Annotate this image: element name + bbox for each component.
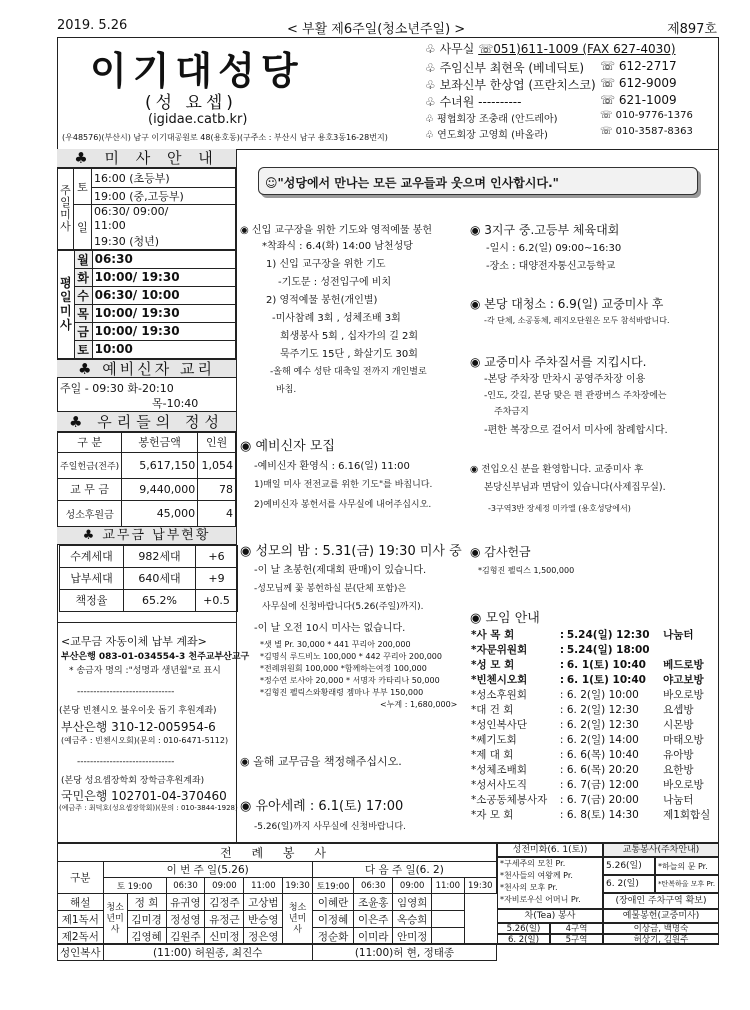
cell: 정 희 xyxy=(127,894,166,911)
weekday-mass-table xyxy=(57,250,236,359)
contact-pastor-phone: ☏ 612-2717 xyxy=(600,59,677,73)
list-item: *전례위원회 100,000 *함께하는여정 100,000 xyxy=(260,664,427,673)
dues-cell: 65.2% xyxy=(124,589,196,611)
catechism-title: ♣ 예비신자 교리 xyxy=(57,359,236,378)
offering-title: ♣ 우리들의 정성 xyxy=(57,412,236,432)
notice-line: -이 날 오전 10시 미사는 없습니다. xyxy=(254,623,406,634)
time-cell: 09:00 xyxy=(393,878,432,894)
meeting-cell: 마태오방 xyxy=(663,734,704,746)
meeting-cell: *소공동체봉사자 xyxy=(471,794,548,806)
tea-date: 6. 2(일) xyxy=(497,934,550,945)
issue-week: < 부활 제6주일(청소년주일) > xyxy=(287,22,466,37)
weekday-mass-label: 평일미사 xyxy=(58,250,75,358)
meeting-cell: 6. 2(일) 12:30 xyxy=(566,719,639,731)
meetings-table xyxy=(470,627,718,822)
table-row xyxy=(58,478,236,500)
weekday-wed: 수 xyxy=(74,286,92,304)
liturgy-next-week: 다 음 주 일(6. 2) xyxy=(312,862,496,878)
weekday-tue-time: 10:00/ 19:30 xyxy=(92,268,235,286)
dues-cell: +6 xyxy=(196,545,238,567)
bank-line: 국민은행 102701-04-370460 xyxy=(61,788,227,803)
catechism-line-1: 주일 - 09:30 화-20:10 xyxy=(60,381,174,395)
meeting-row xyxy=(470,687,718,702)
youth-mass-this: 청소년미사 xyxy=(103,894,127,945)
cell: 정순화 xyxy=(312,928,353,945)
weekday-wed-time: 06:30/ 10:00 xyxy=(92,286,235,304)
notice-line: -각 단체, 소공동체, 레지오단원은 모두 참석바랍니다. xyxy=(484,316,670,325)
meeting-cell: *성체조배회 xyxy=(471,764,527,776)
traffic-note: (장애인 주차구역 확보) xyxy=(603,893,719,909)
meeting-cell: *사 목 회 xyxy=(471,629,515,641)
notice-title: ◉ 교중미사 주차질서를 지킵시다. xyxy=(470,355,647,369)
meeting-cell: 요한방 xyxy=(663,764,694,776)
meeting-row xyxy=(470,747,718,762)
notice-title: ◉ 예비신자 모집 xyxy=(240,439,335,454)
dues-cell: 640세대 xyxy=(124,567,196,589)
meeting-cell: 5.24(일) 12:30 xyxy=(566,629,650,641)
meeting-row xyxy=(470,702,718,717)
meeting-cell: *자문위원회 xyxy=(471,644,528,656)
notice-title: ◉ 전입오신 분을 환영합니다. 교중미사 후 xyxy=(470,464,644,475)
table-row xyxy=(58,894,497,911)
table-row xyxy=(58,500,236,526)
offering-cell: 45,000 xyxy=(122,500,198,526)
meeting-cell: 6. 7(금) 20:00 xyxy=(566,794,639,806)
contact-memorial: ♧ 연도회장 고영희 (바올라) xyxy=(425,130,548,141)
offering-cell: 성소후원금 xyxy=(58,500,122,526)
cell: 반승영 xyxy=(244,911,283,928)
cell: 김미경 xyxy=(127,911,166,928)
weekday-sat-time: 10:00 xyxy=(92,340,235,358)
meeting-row xyxy=(470,777,718,792)
flowers-title: 성전미화(6. 1(토)) xyxy=(497,843,603,857)
greeting-banner-text: ☺"성당에서 만나는 모든 교우들과 웃으며 인사합시다." xyxy=(265,176,559,190)
meeting-row xyxy=(470,792,718,807)
notice-line: -5.26(일)까지 사무실에 신청바랍니다. xyxy=(254,822,406,832)
meeting-cell: : xyxy=(559,808,564,821)
cell: 이정혜 xyxy=(312,911,353,928)
issue-header xyxy=(57,18,719,37)
notices-right xyxy=(470,215,718,835)
cell: 김정주 xyxy=(205,894,244,911)
meeting-row xyxy=(470,627,718,642)
meeting-row xyxy=(470,717,718,732)
time-cell: 11:00 xyxy=(244,878,283,894)
notice-line: 바침. xyxy=(276,385,297,395)
meeting-cell: : xyxy=(559,718,564,731)
meeting-row xyxy=(470,732,718,747)
offering-header-gubun: 구 분 xyxy=(58,432,122,452)
meetings-title: ◉ 모임 안내 xyxy=(470,611,540,626)
flowers-list xyxy=(497,857,603,909)
meeting-cell: : xyxy=(559,733,564,746)
meeting-cell xyxy=(662,642,718,657)
dues-cell: 수계세대 xyxy=(60,545,124,567)
offering-cell: 5,617,150 xyxy=(122,452,198,478)
offering-header-amount: 봉헌금액 xyxy=(122,432,198,452)
dues-cell: +0.5 xyxy=(196,589,238,611)
catechism-line-2: 목-10:40 xyxy=(152,396,199,410)
meeting-cell: 베드로방 xyxy=(663,659,704,671)
cell: 이혜란 xyxy=(312,894,353,911)
altar-servers-next: (11:00)허 현, 정태종 xyxy=(312,945,496,961)
notice-line: -올해 예수 성탄 대축일 전까지 개인별로 xyxy=(270,367,427,377)
bank-line: (본당 성요셉장학회 장학금후원계좌) xyxy=(61,775,205,786)
offering-cell: 9,440,000 xyxy=(122,478,198,500)
meeting-cell: : xyxy=(559,703,564,716)
contact-pastor: ♧ 주임신부 최현욱 (베네딕토) xyxy=(425,61,585,75)
notice-title: ◉ 성모의 밤 : 5.31(금) 19:30 미사 중 xyxy=(240,544,462,559)
tea-date: 5.26(일) xyxy=(497,923,550,934)
weekday-mon: 월 xyxy=(74,250,92,268)
meeting-cell: *성 모 회 xyxy=(471,659,515,671)
list-item: *샛 별 Pr. 30,000 * 441 꾸리아 200,000 xyxy=(260,640,411,649)
meeting-cell: *빈첸시오회 xyxy=(471,674,528,686)
meeting-cell: 6. 1(토) 10:40 xyxy=(566,659,646,671)
meeting-cell: : xyxy=(559,748,564,761)
bank-line: ------------------------------ xyxy=(77,756,175,767)
meeting-cell: 나눔터 xyxy=(663,794,694,806)
meeting-cell: : xyxy=(559,658,565,671)
notices-left xyxy=(240,215,468,835)
list-item: *구세주의 모친 Pr. xyxy=(500,859,566,868)
meeting-cell: 제1회합실 xyxy=(663,809,711,821)
meeting-cell: : xyxy=(559,763,564,776)
youth-mass-next: 청소년미사 xyxy=(283,894,313,945)
time-cell: 06:30 xyxy=(354,878,393,894)
cell: 정은영 xyxy=(244,928,283,945)
sun-time-3: 19:30 (청년) xyxy=(92,233,236,250)
meeting-cell: 6. 8(토) 14:30 xyxy=(566,809,639,821)
bank-line: ------------------------------ xyxy=(77,686,175,697)
notice-line: -일시 : 6.2(일) 09:00~16:30 xyxy=(486,243,622,254)
notice-line: -인도, 갓길, 본당 맞은 편 관광버스 주차장에는 xyxy=(484,391,667,401)
meeting-cell: 5.24(일) 18:00 xyxy=(566,644,650,656)
contact-associate-phone: ☏ 612-9009 xyxy=(600,76,677,90)
time-cell: 토 19:00 xyxy=(103,878,166,894)
notice-line: 희생봉사 5회 , 십자가의 길 2회 xyxy=(280,331,419,342)
notice-line: -미사참례 3회 , 성체조배 3회 xyxy=(272,313,401,324)
meeting-cell: 6. 2(일) 12:30 xyxy=(566,704,639,716)
traffic-team: *하늘의 문 Pr. xyxy=(655,857,719,875)
row-label: 성인복사 xyxy=(58,945,104,961)
table-row xyxy=(60,545,238,567)
notice-line: 1)매일 미사 전전교를 위한 기도"를 바칩니다. xyxy=(254,480,433,490)
meeting-cell: 시몬방 xyxy=(663,719,694,731)
parish-patron: (성 요셉) xyxy=(145,93,237,113)
notice-line: 주차금지 xyxy=(494,407,529,417)
sat-time-2: 19:00 (중,고등부) xyxy=(92,188,236,205)
row-label: 해설 xyxy=(58,894,104,911)
meeting-cell: : xyxy=(559,778,564,791)
notice-line: *김형진 펠릭스 1,500,000 xyxy=(478,566,575,575)
contact-memorial-phone: ☏ 010-3587-8363 xyxy=(600,126,693,137)
bank-line: (예금주 : 최덕호(성요셉장학회))(문의 : 010-3844-1928) xyxy=(59,803,238,812)
meeting-cell: 바오로방 xyxy=(663,689,704,701)
tea-team: 5구역 xyxy=(550,934,603,945)
bank-line: * 송금자 명의 :"성명과 생년월"로 표시 xyxy=(69,665,221,676)
list-item: *자비로우신 어머니 Pr. xyxy=(500,895,581,904)
meeting-cell: 6. 2(일) 14:00 xyxy=(566,734,639,746)
dues-cell: +9 xyxy=(196,567,238,589)
notice-line: 1) 신입 교구장을 위한 기도 xyxy=(266,259,386,270)
sat-time-1: 16:00 (초등부) xyxy=(92,169,236,188)
table-row xyxy=(60,589,238,611)
traffic-title: 교통봉사(주차안내) xyxy=(603,843,719,857)
cell: 안미정 xyxy=(393,928,432,945)
meeting-cell: : xyxy=(559,688,564,701)
time-cell: 19:30 xyxy=(283,878,313,894)
weekday-fri: 금 xyxy=(74,322,92,340)
cell: 이미라 xyxy=(354,928,393,945)
traffic-team: *탄복하올 모후 Pr. xyxy=(655,875,719,893)
dues-cell: 책정율 xyxy=(60,589,124,611)
bank-line: (예금주 : 빈첸시오회)(문의 : 010-6471-5112) xyxy=(61,735,229,745)
offering-cell: 교 무 금 xyxy=(58,478,122,500)
flower-offering-list xyxy=(260,639,457,711)
traffic-date: 6. 2(일) xyxy=(603,875,655,893)
liturgy-table xyxy=(57,843,497,961)
tea-team: 4구역 xyxy=(550,923,603,934)
weekday-mon-time: 06:30 xyxy=(92,250,235,268)
contacts xyxy=(425,40,717,145)
traffic-date: 5.26(일) xyxy=(603,857,655,875)
offertory-names: 이상금, 백명숙 xyxy=(603,923,719,934)
notice-title: ◉ 신입 교구장을 위한 기도와 영적예물 봉헌 xyxy=(240,225,433,236)
mass-title: ♣ 미 사 안 내 xyxy=(57,149,236,168)
notice-title: ◉ 3지구 중.고등부 체육대회 xyxy=(470,223,620,237)
notice-line: 2) 영적예물 봉헌(개인별) xyxy=(266,295,378,306)
notice-title: ◉ 본당 대청소 : 6.9(일) 교중미사 후 xyxy=(470,297,664,311)
notice-line: -이 날 초봉헌(제대회 판매)이 있습니다. xyxy=(254,565,427,576)
weekday-tue: 화 xyxy=(74,268,92,286)
bank-line: 부산은행 083-01-034554-3 천주교부산교구 xyxy=(61,651,250,662)
meeting-cell: 나눔터 xyxy=(663,629,694,641)
weekday-fri-time: 10:00/ 19:30 xyxy=(92,322,235,340)
meeting-cell: 6. 2(일) 10:00 xyxy=(566,689,639,701)
meeting-cell: 바오로방 xyxy=(663,779,704,791)
meeting-row xyxy=(470,762,718,777)
dues-table xyxy=(59,545,238,612)
list-item: *천사들의 여왕께 Pr. xyxy=(500,871,573,880)
meeting-cell: *제 대 회 xyxy=(471,749,514,761)
issue-number: 제897호 xyxy=(667,22,717,37)
list-item: *김형진 펠릭스와황래령 젬마나 부부 150,000 xyxy=(260,688,424,697)
liturgy-col-gubun: 구분 xyxy=(58,862,104,894)
notice-line: 2)예비신자 봉헌서를 사무실에 내어주십시오. xyxy=(254,500,432,510)
left-column xyxy=(57,149,250,842)
time-cell: 19:30 xyxy=(464,878,496,894)
offering-cell: 78 xyxy=(198,478,236,500)
issue-date: 2019. 5.26 xyxy=(57,18,128,33)
row-label: 제2독서 xyxy=(58,928,104,945)
offering-table xyxy=(57,432,236,527)
meeting-cell: *대 건 회 xyxy=(471,704,514,716)
meeting-cell: 야고보방 xyxy=(663,674,704,686)
catechism-body xyxy=(57,378,236,412)
row-label: 제1독서 xyxy=(58,911,104,928)
notice-line: -3구역3반 장세정 미카엘 (용호성당에서) xyxy=(488,504,631,513)
notice-line: -기도문 : 성전입구에 비치 xyxy=(278,277,392,288)
saturday-label: 토 xyxy=(74,169,92,205)
bank-accounts xyxy=(57,622,250,852)
weekday-sat: 토 xyxy=(74,340,92,358)
meeting-cell: : xyxy=(559,673,565,686)
table-row xyxy=(58,452,236,478)
notice-title: ◉ 유아세례 : 6.1(토) 17:00 xyxy=(240,799,404,814)
notice-line: 본당신부님과 면담이 있습니다(사제집무실). xyxy=(484,482,666,493)
notice-title: ◉ 올해 교무금을 책정해주십시오. xyxy=(240,755,402,768)
offering-header-count: 인원 xyxy=(198,432,236,452)
time-cell: 토19:00 xyxy=(312,878,353,894)
contact-council-phone: ☏ 010-9776-1376 xyxy=(600,110,693,121)
notice-line: 사무실에 신청바랍니다(5.26(주일)까지). xyxy=(262,602,424,612)
list-item: <누계 : 1,680,000> xyxy=(380,700,458,709)
meeting-row xyxy=(470,807,718,822)
notice-line: *착좌식 : 6.4(화) 14:00 남천성당 xyxy=(262,241,413,252)
parish-address: (우48576)(부산시) 남구 이기대공원로 48(용호동)(구주소 : 부산시 남구 용호3동16-28번지) xyxy=(62,133,388,142)
notice-line: -예비신자 환영식 : 6.16(일) 11:00 xyxy=(254,461,410,472)
service-side xyxy=(497,843,719,945)
greeting-banner xyxy=(258,167,698,195)
notice-line: -장소 : 대양전자통신고등학교 xyxy=(486,261,616,272)
offering-cell: 4 xyxy=(198,500,236,526)
bank-line: (본당 빈첸시오 불우이웃 돕기 후원계좌) xyxy=(59,705,217,716)
bank-line: <교무금 자동이체 납부 계좌> xyxy=(61,634,207,648)
cell: 조윤홍 xyxy=(354,894,393,911)
cell: 고상범 xyxy=(244,894,283,911)
offertory-title: 예물봉헌(교중미사) xyxy=(603,909,719,923)
mass-table xyxy=(57,168,236,250)
table-row xyxy=(60,567,238,589)
notice-line: -편한 복장으로 걸어서 미사에 참례합시다. xyxy=(484,425,668,436)
list-item: *김명식 루드비노 100,000 * 442 꾸리아 200,000 xyxy=(260,652,442,661)
tea-title: 차(Tea) 봉사 xyxy=(497,909,603,923)
meeting-cell: *성서사도직 xyxy=(471,779,527,791)
liturgy-section xyxy=(57,842,719,959)
cell: 임영희 xyxy=(393,894,432,911)
bank-line: 부산은행 310-12-005954-6 xyxy=(61,719,216,734)
dues-title: ♣ 교무금 납부현황 xyxy=(57,527,236,545)
meeting-cell: 6. 1(토) 10:40 xyxy=(566,674,646,686)
notice-line: -성모님께 꽃 봉헌하실 분(단체 포함)은 xyxy=(254,584,407,594)
office-icon: ♧ xyxy=(425,42,440,56)
offertory-names: 허상기, 김원주 xyxy=(603,934,719,945)
notice-line: -본당 주차장 만차시 공영주차장 이용 xyxy=(484,374,646,385)
notice-line: 묵주기도 15단 , 화살기도 30회 xyxy=(280,349,418,360)
sun-time-1: 06:30/ 09:00/ xyxy=(92,205,236,219)
meeting-row xyxy=(470,672,718,687)
offering-cell: 주일헌금(전주) xyxy=(58,452,122,478)
liturgy-this-week: 이 번 주 일(5.26) xyxy=(103,862,312,878)
list-item: *천사의 모후 Pr. xyxy=(500,883,558,892)
parish-url: (igidae.catb.kr) xyxy=(148,112,248,127)
weekday-thu-time: 10:00/ 19:30 xyxy=(92,304,235,322)
meeting-row xyxy=(470,657,718,672)
meeting-cell: : xyxy=(559,793,564,806)
time-cell: 06:30 xyxy=(166,878,205,894)
cell: 이은주 xyxy=(354,911,393,928)
weekday-thu: 목 xyxy=(74,304,92,322)
meeting-cell: 요셉방 xyxy=(663,704,694,716)
list-item: *정수연 로사아 20,000 * 서명자 카타리나 50,000 xyxy=(260,676,440,685)
meeting-cell: *쎄기도회 xyxy=(471,734,517,746)
meeting-cell: : xyxy=(559,643,565,656)
meeting-cell: 6. 6(목) 20:20 xyxy=(566,764,639,776)
cell: 유귀영 xyxy=(166,894,205,911)
meeting-cell: *성인복사단 xyxy=(471,719,527,731)
meeting-cell: 유아방 xyxy=(663,749,694,761)
contact-convent: ♧ 수녀원 ---------- xyxy=(425,95,522,109)
meeting-cell: 6. 6(목) 10:40 xyxy=(566,749,639,761)
meeting-cell: : xyxy=(559,628,565,641)
time-cell: 11:00 xyxy=(432,878,464,894)
parish-name: 이기대성당 xyxy=(90,48,304,93)
sunday-mass-label: 주일미사 xyxy=(58,169,74,250)
time-cell: 09:00 xyxy=(205,878,244,894)
cell: 김영혜 xyxy=(127,928,166,945)
cell: 옥승희 xyxy=(393,911,432,928)
contact-council: ♧ 평협회장 조충래 (안드레아) xyxy=(425,114,558,125)
meeting-cell: 6. 7(금) 12:00 xyxy=(566,779,639,791)
cell: 유정근 xyxy=(205,911,244,928)
sunday-label: 일 xyxy=(74,205,92,250)
contact-associate: ♧ 보좌신부 한상엽 (프란치스코) xyxy=(425,78,596,92)
cell: 정성영 xyxy=(166,911,205,928)
table-row xyxy=(58,945,497,961)
meeting-cell: *성소후원회 xyxy=(471,689,527,701)
contact-convent-phone: ☏ 621-1009 xyxy=(600,93,677,107)
parish-block xyxy=(60,40,420,145)
dues-cell: 납부세대 xyxy=(60,567,124,589)
notice-title: ◉ 감사헌금 xyxy=(470,545,531,559)
offering-cell: 1,054 xyxy=(198,452,236,478)
cell: 신미정 xyxy=(205,928,244,945)
contact-office: ♧ 사무실 ☏051)611-1009 (FAX 627-4030) xyxy=(425,42,676,56)
meeting-row xyxy=(470,642,718,657)
liturgy-title: 전 례 봉 사 xyxy=(58,844,497,862)
meeting-cell: *자 모 회 xyxy=(471,809,514,821)
altar-servers-this: (11:00) 허원종, 최진수 xyxy=(103,945,312,961)
cell: 김원주 xyxy=(166,928,205,945)
sun-time-2: 11:00 xyxy=(92,219,236,233)
dues-cell: 982세대 xyxy=(124,545,196,567)
